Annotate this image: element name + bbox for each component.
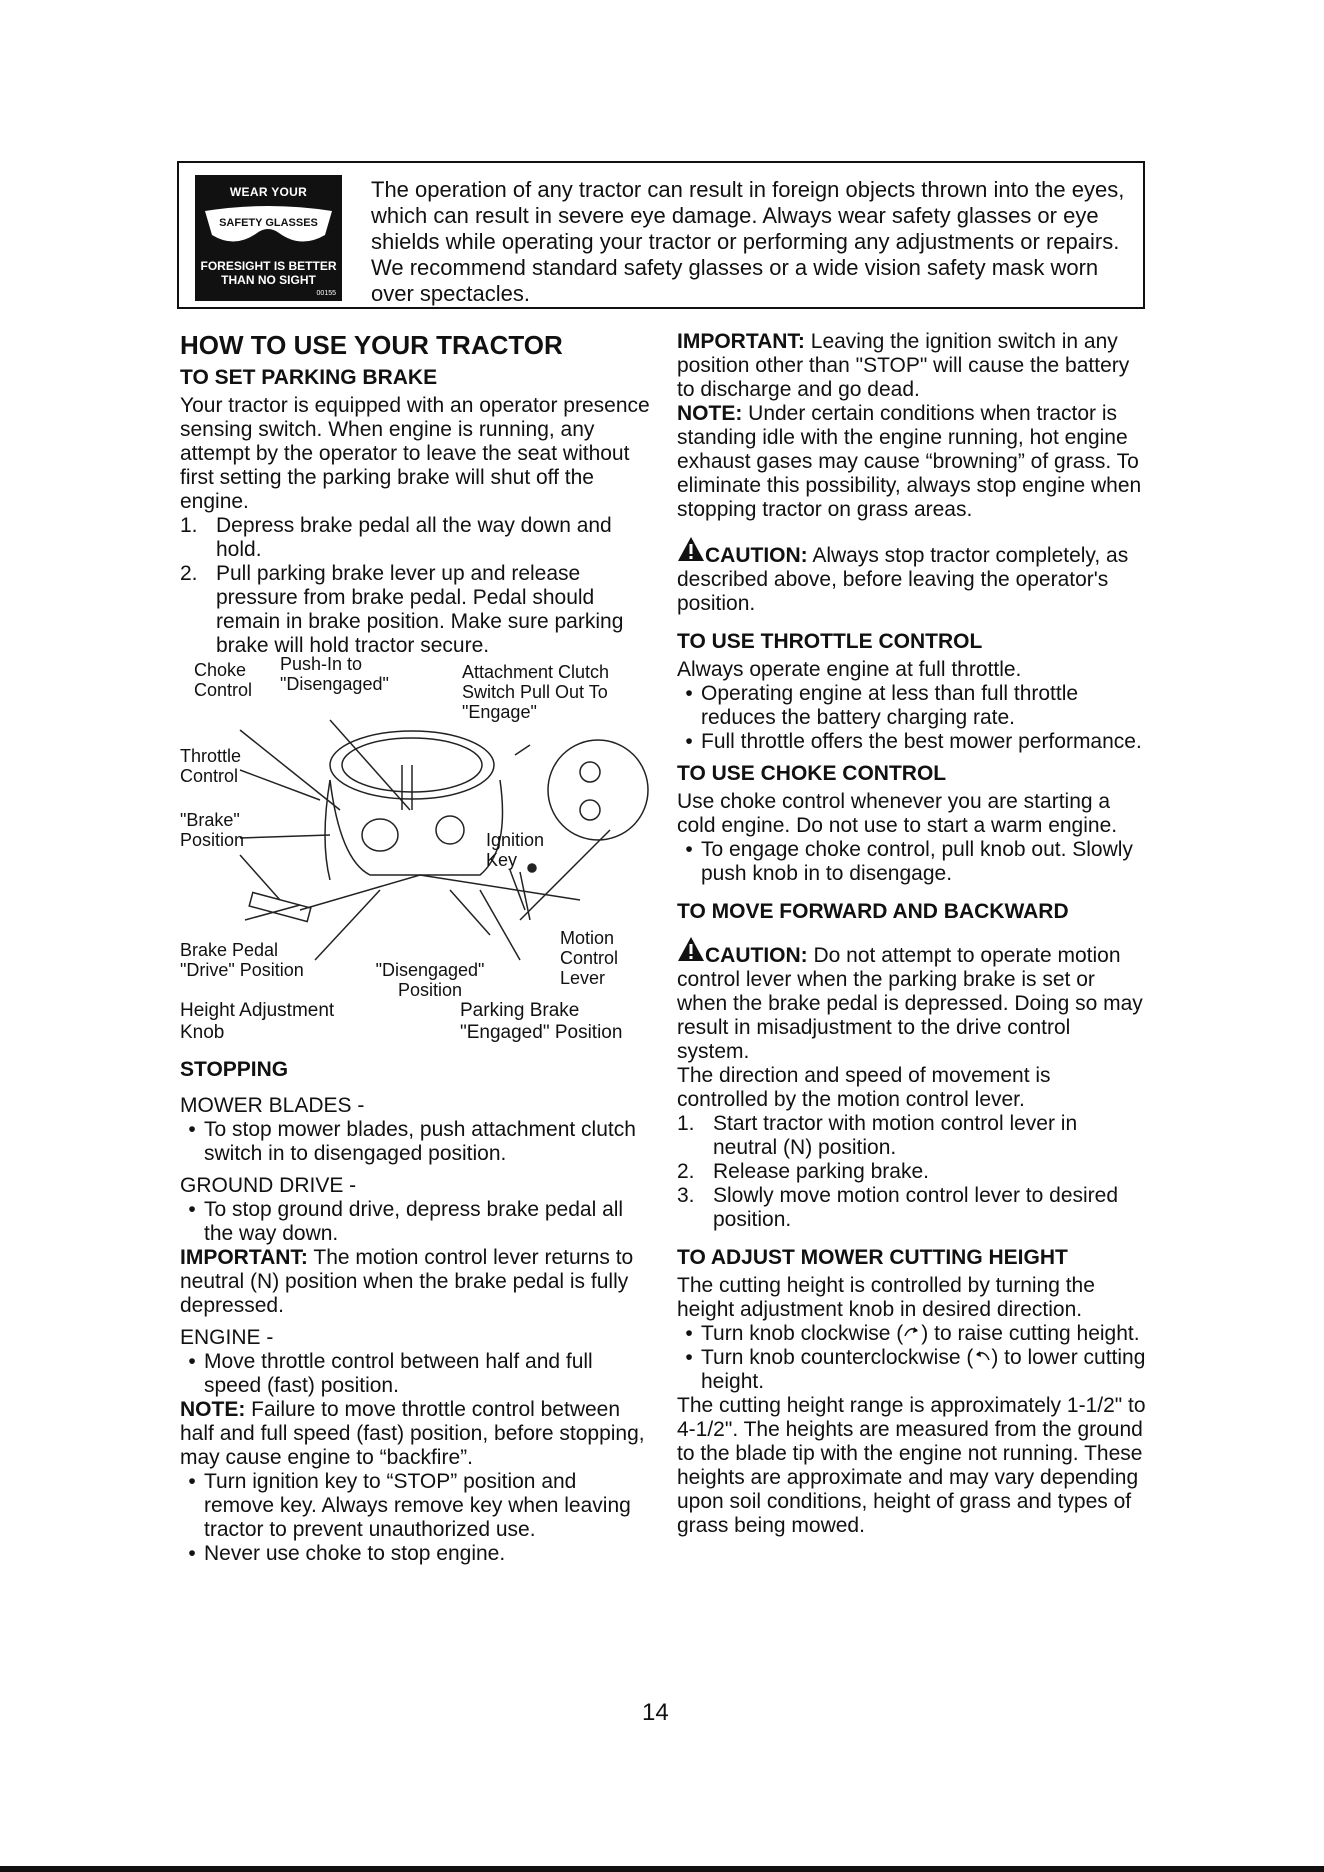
bullet-text: To stop mower blades, push attachment clutch switch in to disengaged position. — [204, 1118, 636, 1165]
bullet-text: Turn ignition key to “STOP” position and remove key. Always remove key when leaving tractor to prevent unauthorized use. — [204, 1470, 631, 1541]
step-number: 2. — [180, 562, 198, 585]
caution-label: CAUTION: — [705, 544, 808, 567]
attachment-clutch-label: Attachment Clutch Switch Pull Out To "Engage" — [462, 662, 610, 722]
bullet-text: To stop ground drive, depress brake pedal all the way down. — [204, 1198, 624, 1245]
bullet-text-part: Turn knob counterclockwise ( — [701, 1346, 974, 1369]
bullet-text: Operating engine at less than full throttle reduces the battery charging rate. — [701, 682, 1079, 729]
move-heading: TO MOVE FORWARD AND BACKWARD — [677, 900, 1069, 923]
list-item — [677, 682, 1147, 730]
throttle-heading: TO USE THROTTLE CONTROL — [677, 630, 983, 653]
important-text: Leaving the ignition switch in any position other than "STOP" will cause the battery to discharge and go dead. — [677, 330, 1130, 401]
badge-bottom-line-1: FORESIGHT IS BETTER — [200, 259, 337, 273]
parking-intro: Your tractor is equipped with an operator presence sensing switch. When engine is running, any attempt by the operator to leave the seat without first setting the parking brake will shut off the engine. — [180, 394, 650, 513]
safety-text: The operation of any tractor can result in foreign objects thrown into the eyes, which can result in severe eye damage. Always wear safety glasses or eye shields while operating your tractor or performing any adjustments or repairs. We recommend standard safety glasses or a wide vision safety mask worn over spectacles. — [371, 177, 1125, 306]
safety-glasses-badge — [195, 175, 342, 301]
bullet: • — [685, 1346, 693, 1369]
ignition-important — [677, 330, 1147, 402]
important-note — [180, 1246, 650, 1318]
note-label: NOTE: — [677, 402, 743, 425]
step-number: 1. — [677, 1112, 695, 1135]
badge-bottom-line-2: THAN NO SIGHT — [221, 273, 316, 287]
bullet: • — [685, 1322, 693, 1345]
list-item — [677, 1322, 1147, 1346]
mower-blades-heading: MOWER BLADES - — [180, 1094, 365, 1117]
bullet: • — [188, 1470, 196, 1493]
section-title: HOW TO USE YOUR TRACTOR — [180, 330, 563, 360]
important-label: IMPORTANT: — [677, 330, 805, 353]
badge-bottom-text — [195, 259, 342, 287]
caution-motion — [677, 936, 1147, 1064]
bullet: • — [685, 682, 693, 705]
bullet-text-part: ) to raise cutting height. — [921, 1322, 1140, 1345]
brake-pedal-label: Brake Pedal — [180, 940, 279, 960]
list-item — [677, 1346, 1147, 1394]
bullet-text: Move throttle control between half and full speed (fast) position. — [204, 1350, 593, 1397]
ignition-key-label: Ignition Key — [486, 830, 545, 870]
bottom-rule — [0, 1866, 1324, 1872]
badge-middle-text: SAFETY GLASSES — [219, 217, 318, 229]
list-item — [180, 514, 650, 562]
parking-brake-heading: TO SET PARKING BRAKE — [180, 366, 438, 389]
bullet: • — [188, 1350, 196, 1373]
step-text: Pull parking brake lever up and release pressure from brake pedal. Pedal should remain in brake position. Make sure parking brake will hold tractor secure. — [216, 562, 624, 657]
bullet: • — [685, 838, 693, 861]
glasses-icon — [201, 205, 336, 241]
list-item — [180, 1350, 650, 1398]
step-text: Depress brake pedal all the way down and hold. — [216, 514, 612, 561]
left-column — [180, 330, 650, 1566]
list-item — [180, 1198, 650, 1246]
step-number: 3. — [677, 1184, 695, 1207]
list-item — [180, 1118, 650, 1166]
move-intro: The direction and speed of movement is controlled by the motion control lever. — [677, 1064, 1051, 1111]
caution-text: Always stop tractor completely, as described above, before leaving the operator's position. — [677, 544, 1129, 615]
list-item — [677, 1184, 1147, 1232]
safety-notice-box — [177, 161, 1145, 309]
throttle-intro: Always operate engine at full throttle. — [677, 658, 1022, 681]
parking-brake-label: Parking Brake "Engaged" Position — [460, 1000, 623, 1043]
step-number: 1. — [180, 514, 198, 537]
right-column — [677, 330, 1147, 1538]
step-text: Start tractor with motion control lever in neutral (N) position. — [713, 1112, 1078, 1159]
step-text: Release parking brake. — [713, 1160, 929, 1183]
list-item — [677, 1112, 1147, 1160]
bullet-text: Never use choke to stop engine. — [204, 1542, 506, 1565]
choke-control-label: Choke Control — [194, 660, 253, 700]
list-item — [677, 730, 1147, 754]
choke-heading: TO USE CHOKE CONTROL — [677, 762, 947, 785]
important-label: IMPORTANT: — [180, 1246, 308, 1269]
note — [180, 1398, 650, 1470]
badge-top-text: WEAR YOUR — [229, 185, 308, 199]
step-number: 2. — [677, 1160, 695, 1183]
bullet: • — [685, 730, 693, 753]
caution-triangle-icon — [677, 536, 705, 568]
tractor-controls-diagram — [180, 654, 650, 1000]
note-label: NOTE: — [180, 1398, 246, 1421]
step-text: Slowly move motion control lever to desired position. — [713, 1184, 1119, 1231]
list-item — [180, 1542, 650, 1566]
stopping-heading: STOPPING — [180, 1058, 289, 1081]
note-text: Failure to move throttle control between half and full speed (fast) position, before stopping, may cause engine to “backfire”. — [180, 1398, 645, 1469]
bullet-text-part: Turn knob clockwise ( — [701, 1322, 904, 1345]
motion-control-label: Motion Control Lever — [560, 928, 619, 988]
caution-label: CAUTION: — [705, 944, 808, 967]
bullet: • — [188, 1118, 196, 1141]
list-item — [677, 1160, 1147, 1184]
push-in-label: Push-In to "Disengaged" — [280, 654, 389, 694]
height-intro: The cutting height is controlled by turning the height adjustment knob in desired direction. — [677, 1274, 1095, 1321]
list-item — [180, 1470, 650, 1542]
diagram-bottom-labels — [180, 1000, 650, 1044]
bullet: • — [188, 1198, 196, 1221]
clockwise-arrow-icon — [903, 1324, 921, 1340]
caution-triangle-icon — [677, 936, 705, 968]
disengaged-position-label: "Disengaged" Position — [375, 960, 485, 1000]
list-item — [677, 838, 1147, 886]
bullet-text — [701, 1322, 1140, 1346]
page-number: 14 — [642, 1699, 669, 1726]
choke-intro: Use choke control whenever you are starting a cold engine. Do not use to start a warm engine. — [677, 790, 1118, 837]
height-outro: The cutting height range is approximately 1-1/2" to 4-1/2". The heights are measured from the ground to the blade tip with the engine not running. These heights are approximate and may vary depending upon soil conditions, height of grass and types of grass being mowed. — [677, 1394, 1146, 1537]
bullet-text: Full throttle offers the best mower performance. — [701, 730, 1142, 753]
badge-code: 00155 — [316, 290, 336, 297]
engine-heading: ENGINE - — [180, 1326, 274, 1349]
note-text: Under certain conditions when tractor is standing idle with the engine running, hot engine exhaust gases may cause “browning” of grass. To eliminate this possibility, always stop engine when stopping tractor on grass areas. — [677, 402, 1142, 521]
caution-stop — [677, 536, 1147, 616]
bullet-text — [701, 1346, 1147, 1394]
brake-position-label: "Brake" Position — [180, 810, 245, 850]
bullet: • — [188, 1542, 196, 1565]
ground-drive-heading: GROUND DRIVE - — [180, 1174, 357, 1197]
throttle-control-label: Throttle Control — [180, 746, 242, 786]
important-text: The motion control lever returns to neutral (N) position when the brake pedal is fully depressed. — [180, 1246, 634, 1317]
browning-note — [677, 402, 1147, 522]
height-heading: TO ADJUST MOWER CUTTING HEIGHT — [677, 1246, 1068, 1269]
list-item — [180, 562, 650, 658]
bullet-text: To engage choke control, pull knob out. Slowly push knob in to disengage. — [701, 838, 1133, 885]
caution-text: Do not attempt to operate motion control lever when the parking brake is set or when the brake pedal is depressed. Doing so may result in misadjustment to the drive control system. — [677, 944, 1143, 1063]
height-knob-label: Height Adjustment Knob — [180, 1000, 335, 1043]
counterclockwise-arrow-icon — [973, 1348, 991, 1364]
drive-position-label: "Drive" Position — [180, 960, 304, 980]
bullet-text-part: ) to lower cutting height. — [701, 1346, 1146, 1393]
